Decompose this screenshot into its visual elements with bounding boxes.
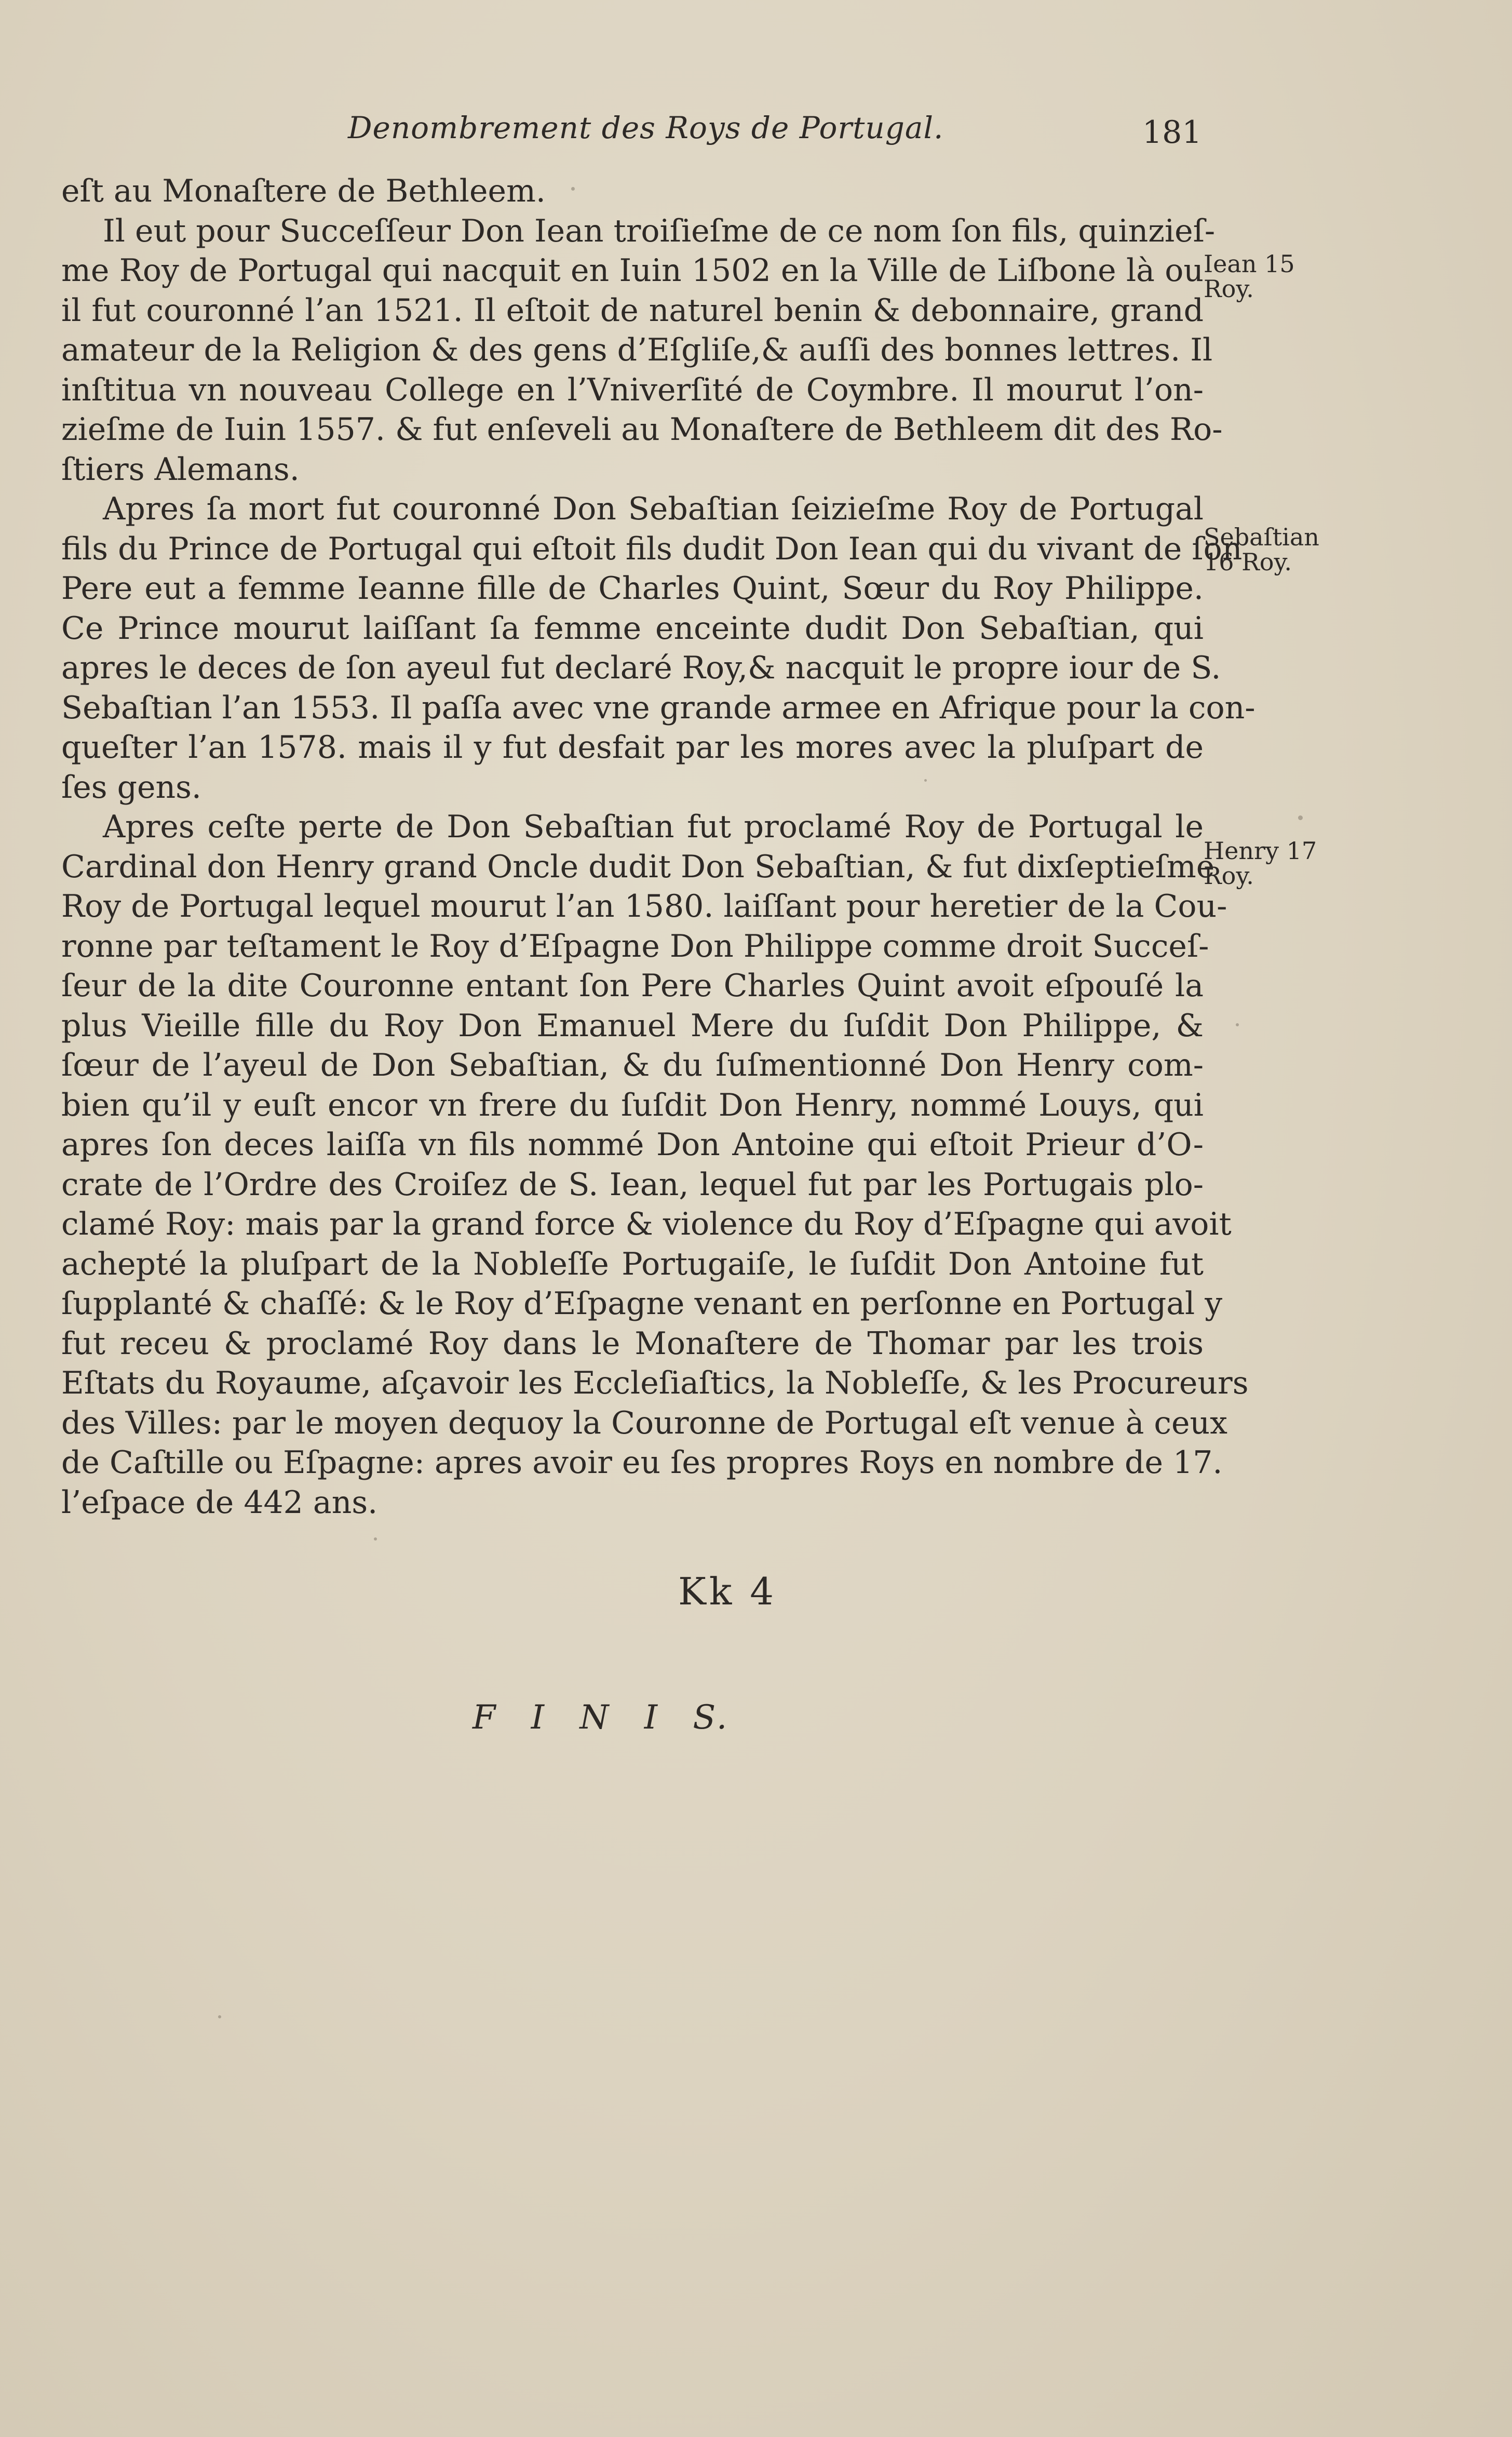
page-number: 181: [1142, 114, 1202, 151]
text-line: Ce Prince mourut laiſſant ſa femme enceinte dudit Don Sebaſtian, qui: [61, 610, 1204, 647]
speck: [924, 779, 927, 782]
finis-colophon: F I N I S.: [473, 1698, 730, 1737]
text-line: Apres ceſte perte de Don Sebaſtian fut proclamé Roy de Portugal le: [103, 809, 1204, 845]
text-line: clamé Roy: mais par la grand force & violence du Roy d’Eſpagne qui avoit: [61, 1206, 1232, 1242]
margin-note-line: Sebaſtian: [1204, 523, 1319, 551]
text-line: des Villes: par le moyen dequoy la Couronne de Portugal eſt venue à ceux: [61, 1404, 1228, 1441]
text-line: de Caſtille ou Eſpagne: apres avoir eu ſes propres Roys en nombre de 17.: [61, 1444, 1223, 1481]
text-line: apres ſon deces laiſſa vn fils nommé Don Antoine qui eſtoit Prieur d’O-: [61, 1127, 1204, 1163]
text-line: achepté la pluſpart de la Nobleſſe Portugaiſe, le ſuſdit Don Antoine fut: [61, 1246, 1204, 1282]
text-line: l’eſpace de 442 ans.: [61, 1484, 378, 1521]
text-line: crate de l’Ordre des Croiſez de S. Iean, lequel fut par les Portugais plo-: [61, 1166, 1204, 1203]
margin-note-line: Henry 17: [1204, 837, 1317, 865]
text-line: eſt au Monaſtere de Bethleem.: [61, 173, 546, 209]
text-line: fut receu & proclamé Roy dans le Monaſtere de Thomar par les trois: [61, 1325, 1204, 1362]
margin-note-sebastian: [1204, 525, 1319, 574]
text-line: ronne par teſtament le Roy d’Eſpagne Don Philippe comme droit Succeſ-: [61, 928, 1209, 965]
text-line: ſtiers Alemans.: [61, 451, 300, 488]
text-line: plus Vieille fille du Roy Don Emanuel Mere du ſuſdit Don Philippe, &: [61, 1007, 1204, 1044]
speck: [374, 1537, 377, 1541]
text-line: amateur de la Religion & des gens d’Eſgliſe,& auſſi des bonnes lettres. Il: [61, 332, 1213, 368]
margin-note-line: Iean 15: [1204, 250, 1295, 278]
text-line: bien qu’il y euſt encor vn frere du ſuſdit Don Henry, nommé Louys, qui: [61, 1087, 1204, 1123]
text-line: Apres ſa mort fut couronné Don Sebaſtian ſeizieſme Roy de Portugal: [103, 491, 1204, 527]
text-line: Pere eut a femme Ieanne fille de Charles Quint, Sœur du Roy Philippe.: [61, 570, 1204, 607]
catchword-signature: Kk 4: [678, 1570, 777, 1613]
running-title: Denombrement des Roys de Portugal.: [348, 110, 944, 145]
margin-note-henry: [1204, 838, 1317, 888]
text-line: Eſtats du Royaume, aſçavoir les Eccleſiaſtics, la Nobleſſe, & les Procureurs: [61, 1365, 1249, 1401]
text-line: Sebaſtian l’an 1553. Il paſſa avec vne grande armee en Afrique pour la con-: [61, 689, 1256, 726]
text-line: queſter l’an 1578. mais il y fut desfait par les mores avec la pluſpart de: [61, 729, 1204, 766]
margin-note-line: Roy.: [1204, 862, 1254, 890]
margin-note-iean: [1204, 251, 1295, 301]
text-line: ſupplanté & chaſſé: & le Roy d’Eſpagne venant en perſonne en Portugal y: [61, 1286, 1223, 1322]
speck: [218, 2015, 221, 2018]
speck: [1236, 1023, 1239, 1026]
text-line: Il eut pour Succeſſeur Don Iean troiſieſme de ce nom ſon fils, quinzieſ-: [103, 212, 1216, 249]
text-line: inſtitua vn nouveau College en l’Vniverſité de Coymbre. Il mourut l’on-: [61, 371, 1204, 408]
text-line: apres le deces de ſon ayeul fut declaré Roy,& nacquit le propre iour de S.: [61, 650, 1221, 686]
text-line: fils du Prince de Portugal qui eſtoit fils dudit Don Iean qui du vivant de ſon: [61, 530, 1243, 567]
text-line: me Roy de Portugal qui nacquit en Iuin 1502 en la Ville de Liſbone là ou: [61, 252, 1204, 289]
margin-note-line: 16 Roy.: [1204, 548, 1292, 576]
speck: [1298, 815, 1303, 820]
text-line: ſes gens.: [61, 769, 201, 806]
margin-note-line: Roy.: [1204, 275, 1254, 303]
text-line: Roy de Portugal lequel mourut l’an 1580. laiſſant pour heretier de la Cou-: [61, 888, 1227, 925]
text-line: ſœur de l’ayeul de Don Sebaſtian, & du ſuſmentionné Don Henry com-: [61, 1047, 1204, 1083]
text-line: Cardinal don Henry grand Oncle dudit Don Sebaſtian, & fut dixſeptieſme: [61, 848, 1215, 885]
speck: [571, 187, 575, 191]
text-line: il fut couronné l’an 1521. Il eſtoit de naturel benin & debonnaire, grand: [61, 292, 1204, 329]
text-line: zieſme de Iuin 1557. & fut enſeveli au Monaſtere de Bethleem dit des Ro-: [61, 411, 1223, 448]
text-line: ſeur de la dite Couronne entant ſon Pere Charles Quint avoit eſpouſé la: [61, 968, 1204, 1004]
